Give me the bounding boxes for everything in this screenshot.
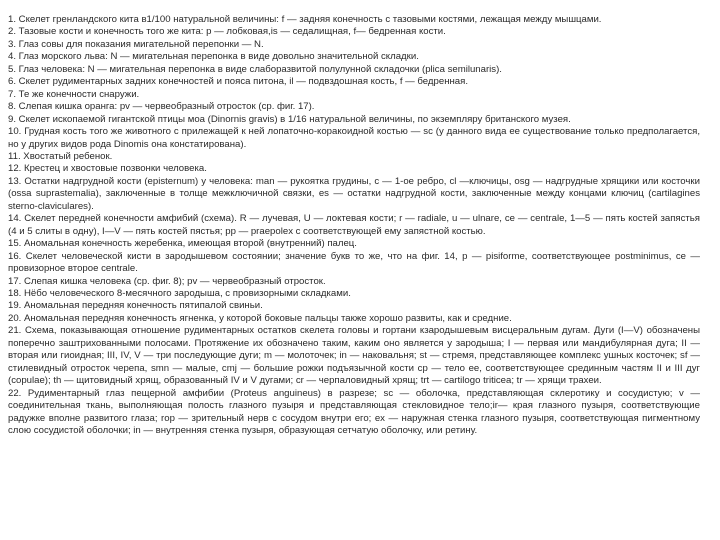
caption-entry-11: 11. Хвостатый ребенок. [8,150,113,162]
caption-entry-7: 7. Те же конечности снаружи. [8,88,140,100]
caption-entry-8: 8. Слепая кишка оранга: pv — червеобразный отросток (ср. фиг. 17). [8,101,315,113]
caption-entry-15: 15. Аномальная конечность жеребенка, имеющая второй (внутренний) палец. [8,238,357,250]
caption-entry-5: 5. Глаз человека: N — мигательная перепонка в виде слаборазвитой полулунной складочки (plica semilunaris). [8,63,502,75]
caption-entry-1: 1. Скелет гренландского кита в1/100 натуральной величины: f — задняя конечность с тазовыми костями, лежащая между мышцами. [8,14,602,25]
caption-entry-17: 17. Слепая кишка человека (ср. фиг. 8); pv — червеобразный отросток. [8,275,326,287]
caption-entry-3: 3. Глаз совы для показания мигательной перепонки — N. [8,38,264,50]
caption-entry-2: 2. Тазовые кости и конечность того же кита: p — лобковая,is — седалищная, f— бедренная кости. [8,26,446,38]
caption-entry-18: 18. Нёбо человеческого 8-месячного зародыша, с провизорными складками. [8,287,351,299]
caption-entry-13: 13. Остатки надгрудной кости (episternum) у человека: man — рукоятка грудины, c — 1-ое ребро, cl —ключицы, osg — надгрудные хрящики или косточки (ossa suprastemalia), заключенные в толще межключичной связки, es — остатки надгрудной кости, заключенные между концами ключиц (cartilagines sterno-claviculares). [8,175,700,212]
caption-entry-22: 22. Рудиментарный глаз пещерной амфибии (Proteus anguineus) в разрезе; sc — оболочка, представляющая склеротику и сосудистую; v — соединительная ткань, выполняющая полость глазного пузыря и представляющая стекловидное тело;ir— края глазного пузыря, соответствующие радужке вполне развитого глаза; rop — зрительный нерв с сосудом внутри его; ex — наружная стенка глазного пузыря, соответствующая пигментному слою сосудистой оболочки; in — внутренняя стенка пузыря, образующая сетчатую оболочку, или ретину. [8,387,700,436]
caption-entry-20: 20. Аномальная передняя конечность ягненка, у которой боковые пальцы также хорошо развиты, как и средние. [8,312,512,324]
caption-entry-21: 21. Схема, показывающая отношение рудиментарных остатков скелета головы и гортани кзародышевым висцеральным дугам. Дуги (I—V) обозначены поперечно заштрихованными полосами. Протяжение их обозначено таким, каким оно является у зародыша; I — первая или мандибулярная дуга; II — вторая или гиоидная; III, IV, V — три последующие дуги; m — молоточек; in — наковальня; st — стремя, представляющее комплекс ушных косточек; sf —стилевидный отросток черепа, smn — малые, cmj — большие рожки подъязычной кости cp — тело ее, соответствующее срединным частям II и III дуг (copulae); th — щитовидный хрящ, образованный IV и V дугами; cr — черпаловидный хрящ; trt — cartilogo triticea; tr — хрящи трахеи. [8,325,700,387]
caption-entry-10: 10. Грудная кость того же животного с прилежащей к ней лопаточно-коракоидной костью — sc (у данного вида ее существование только предполагается, но у других видов рода Dinomis она констатирована). [8,126,700,150]
caption-entry-19: 19. Аномальная передняя конечность пятипалой свиньи. [8,300,263,312]
caption-entry-4: 4. Глаз морского льва: N — мигательная перепонка в виде довольно значительной складки. [8,51,419,63]
caption-entry-14: 14. Скелет передней конечности амфибий (схема). R — лучевая, U — локтевая кости; r — radiale, u — ulnare, ce — centrale, 1—5 — пять костей запястья (4 и 5 слиты в одну), I—V — пять костей пястья; pp — praepolex с соответствующей ему запястной костью. [8,213,700,237]
caption-entry-16: 16. Скелет человеческой кисти в зародышевом состоянии; значение букв то же, что на фиг. 14, p — pisiforme, соответствующее postminimus, ce — провизорное второе centrale. [8,250,700,275]
caption-entry-9: 9. Скелет ископаемой гигантской птицы моа (Dinornis gravis) в 1/16 натуральной величины, по экземпляру британского музея. [8,113,571,125]
caption-entry-12: 12. Крестец и хвостовые позвонки человека. [8,163,207,175]
figure-caption-list [8,14,700,437]
caption-entry-6: 6. Скелет рудиментарных задних конечностей и пояса питона, il — подвздошная кость, f — бедренная. [8,76,468,88]
